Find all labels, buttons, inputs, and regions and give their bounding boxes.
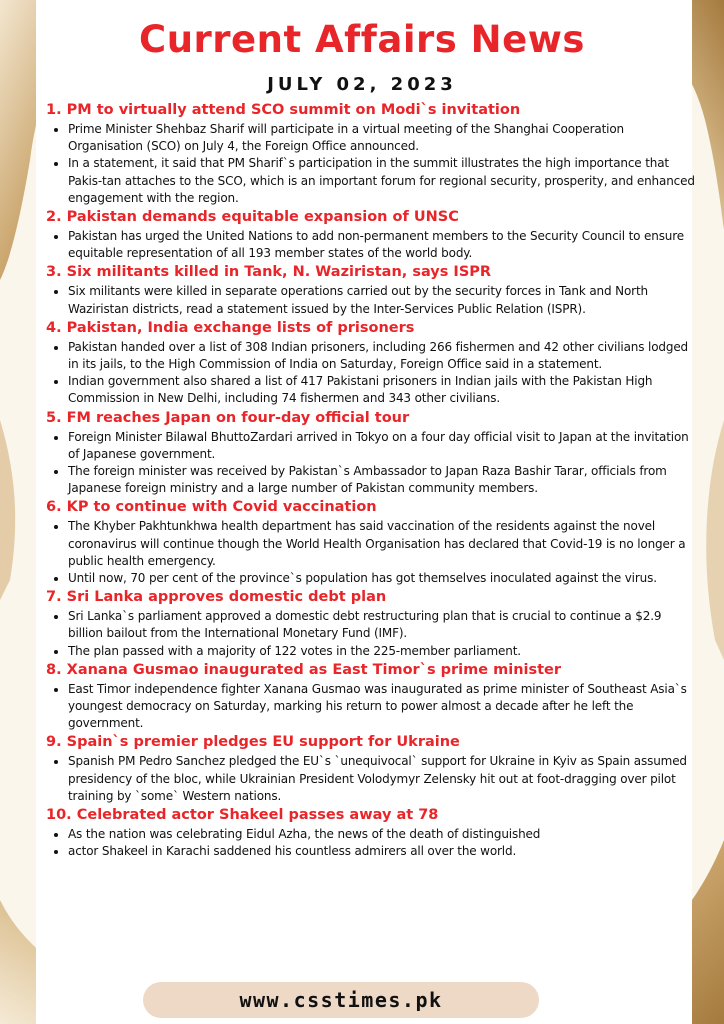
news-heading: 8. Xanana Gusmao inaugurated as East Timor`s prime minister (46, 661, 562, 678)
news-bullet: • The Khyber Pakhtunkhwa health department has said vaccination of the residents against the novel coronavirus will continue though the World Health Organisation has declared that Covid-19 is no longer a public health emergency. (68, 518, 698, 570)
news-heading: 6. KP to continue with Covid vaccination (46, 499, 377, 516)
news-bullet: • actor Shakeel in Karachi saddened his countless admirers all over the world. (68, 843, 698, 860)
news-heading: 4. Pakistan, India exchange lists of prisoners (46, 319, 415, 336)
news-bullet: • East Timor independence fighter Xanana Gusmao was inaugurated as prime minister of Southeast Asia`s youngest democracy on Saturday, marking his return to power almost a decade after he left the government. (68, 681, 698, 733)
news-bullet: • Six militants were killed in separate operations carried out by the security forces in Tank and North Waziristan districts, read a statement issued by the Inter-Services Public Relation (ISPR). (68, 283, 698, 317)
news-bullet: • Until now, 70 per cent of the province`s population has got themselves inoculated against the virus. (68, 570, 698, 587)
news-item (46, 408, 698, 498)
news-item (46, 262, 698, 317)
news-heading: 10. Celebrated actor Shakeel passes away at 78 (46, 807, 439, 824)
news-bullet: • The plan passed with a majority of 122 votes in the 225-member parliament. (68, 643, 698, 660)
news-bullet: • Foreign Minister Bilawal BhuttoZardari arrived in Tokyo on a four day official visit to Japan at the invitation of Japanese government. (68, 429, 698, 463)
news-bullets (46, 339, 698, 408)
news-bullets (46, 608, 698, 660)
news-bullet: • Spanish PM Pedro Sanchez pledged the EU`s `unequivocal` support for Ukraine in Kyiv as Spain assumed presidency of the bloc, while Ukrainian President Volodymyr Zelensky hit out at foot-dragging over pilot training by `some` Western nations. (68, 753, 698, 805)
news-bullet: • In a statement, it said that PM Sharif`s participation in the summit illustrates the high importance that Pakis-tan attaches to the SCO, which is an important forum for regional security, prosperity, and enhanced engagement with the region. (68, 155, 698, 207)
news-bullets (46, 283, 698, 317)
news-item (46, 497, 698, 587)
news-bullets (46, 518, 698, 587)
news-item (46, 318, 698, 408)
news-item (46, 732, 698, 805)
website-link[interactable]: www.csstimes.pk (239, 988, 443, 1012)
news-bullet: • Indian government also shared a list of 417 Pakistani prisoners in Indian jails with the Pakistan High Commission in New Delhi, including 74 fishermen and 343 other civilians. (68, 373, 698, 407)
page-date: JULY 02, 2023 (267, 74, 457, 95)
news-bullets (46, 826, 698, 860)
news-bullets (46, 753, 698, 805)
news-item (46, 805, 698, 860)
news-bullets (46, 121, 698, 207)
news-item (46, 207, 698, 262)
news-heading: 2. Pakistan demands equitable expansion of UNSC (46, 209, 459, 226)
news-heading: 5. FM reaches Japan on four-day official tour (46, 409, 410, 426)
news-bullet: • As the nation was celebrating Eidul Azha, the news of the death of distinguished (68, 826, 698, 843)
news-bullets (46, 681, 698, 733)
website-footer[interactable] (143, 982, 539, 1018)
news-item (46, 660, 698, 733)
news-heading: 7. Sri Lanka approves domestic debt plan (46, 589, 387, 606)
news-heading: 9. Spain`s premier pledges EU support for Ukraine (46, 734, 460, 751)
news-bullets (46, 429, 698, 498)
news-bullet: • Pakistan has urged the United Nations to add non-permanent members to the Security Council to ensure equitable representation of all 193 member states of the world body. (68, 228, 698, 262)
news-bullet: • Pakistan handed over a list of 308 Indian prisoners, including 266 fishermen and 42 other civilians lodged in its jails, to the High Commission of India on Saturday, Foreign Office said in a statement. (68, 339, 698, 373)
news-bullets (46, 228, 698, 262)
page-title: Current Affairs News (139, 18, 585, 61)
news-bullet: • Sri Lanka`s parliament approved a domestic debt restructuring plan that is crucial to continue a $2.9 billion bailout from the International Monetary Fund (IMF). (68, 608, 698, 642)
news-item (46, 100, 698, 207)
news-heading: 3. Six militants killed in Tank, N. Waziristan, says ISPR (46, 264, 492, 281)
news-bullet: • The foreign minister was received by Pakistan`s Ambassador to Japan Raza Bashir Tarar, officials from Japanese foreign ministry and a large number of Pakistan community members. (68, 463, 698, 497)
news-heading: 1. PM to virtually attend SCO summit on Modi`s invitation (46, 102, 521, 118)
news-item (46, 587, 698, 660)
news-bullet: • Prime Minister Shehbaz Sharif will participate in a virtual meeting of the Shanghai Cooperation Organisation (SCO) on July 4, the Foreign Office announced. (68, 121, 698, 155)
news-list (46, 100, 698, 861)
